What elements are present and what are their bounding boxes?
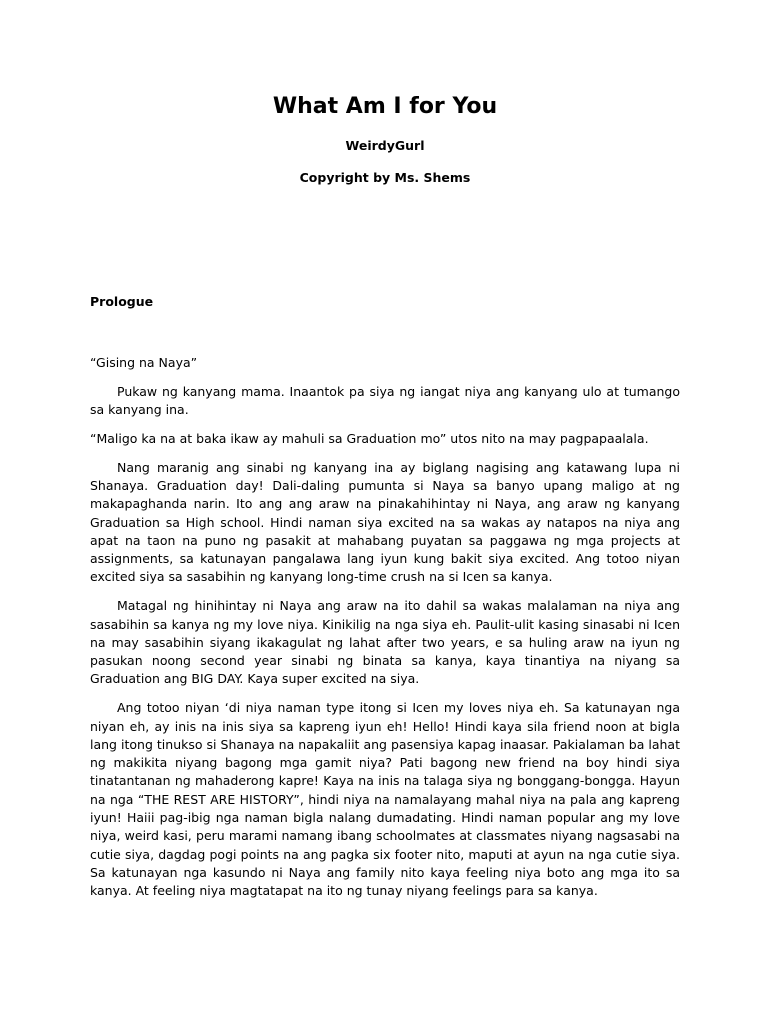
document-body [90,354,680,911]
paragraph: Ang totoo niyan ‘di niya naman type itong si Icen my loves niya eh. Sa katunayan nga niyan eh, ay inis na inis siya sa kapreng iyun eh! Hello! Hindi kaya sila friend noon at bigla lang itong tinukso si Shanaya na napakaliit ang pasensiya kapag inaasar. Pakialaman ba lahat ng makikita niyang bagong mga gamit niya? Pati bagong new friend na boy hindi siya tinatantanan ng mahaderong kapre! Kaya na inis na talaga siya ng bonggang-bongga. Hayun na nga “THE REST ARE HISTORY”, hindi niya na namalayang mahal niya na pala ang kapreng iyun! Haiii pag-ibig nga naman bigla nalang dumadating. Hindi naman popular ang my love niya, weird kasi, peru marami namang ibang schoolmates at classmates niyang nagsasabi na cutie siya, dagdag pogi points na ang pagka six footer nito, maputi at ayun na nga cutie siya. Sa katunayan nga kasundo ni Naya ang family nito kaya feeling niya boto ang mga ito sa kanya. At feeling niya magtatapat na ito ng tunay niyang feelings para sa kanya. [90,700,680,899]
paragraph: “Maligo ka na at baka ikaw ay mahuli sa Graduation mo” utos nito na may pagpapaalala. [90,430,649,446]
paragraph: Matagal ng hinihintay ni Naya ang araw na ito dahil sa wakas malalaman na niya ang sasabihin sa kanya ng my love niya. Kinikilig na nga siya eh. Paulit-ulit kasing sinasabi ni Icen na may sasabihin siyang ikakagulat ng lahat after two years, e sa huling araw na iyun ng pasukan noong second year sinabi ng binata sa kanya, kaya tinantiya na niyang sa Graduation ang BIG DAY. Kaya super excited na siya. [90,598,680,687]
paragraph: Nang maranig ang sinabi ng kanyang ina ay biglang nagising ang katawang lupa ni Shanaya. Graduation day! Dali-daling pumunta si Naya sa banyo upang maligo at ng makapaghanda narin. Ito ang ang araw na pinakahihintay ni Naya, ang araw ng kanyang Graduation sa High school. Hindi naman siya excited na sa wakas ay natapos na niya ang apat na taon na puno ng pasakit at mahabang puyatan sa paggawa ng mga projects at assignments, sa katunayan pangalawa lang iyun kung bakit siya excited. Ang totoo niyan excited siya sa sasabihin ng kanyang long-time crush na si Icen sa kanya. [90,459,680,585]
paragraph: Pukaw ng kanyang mama. Inaantok pa siya ng iangat niya ang kanyang ulo at tumango sa kanyang ina. [90,383,680,418]
paragraph: “Gising na Naya” [90,355,198,370]
author-name: WeirdyGurl [345,138,425,153]
document-title: What Am I for You [272,94,498,119]
copyright-line: Copyright by Ms. Shems [299,170,471,185]
section-heading: Prologue [90,294,154,309]
